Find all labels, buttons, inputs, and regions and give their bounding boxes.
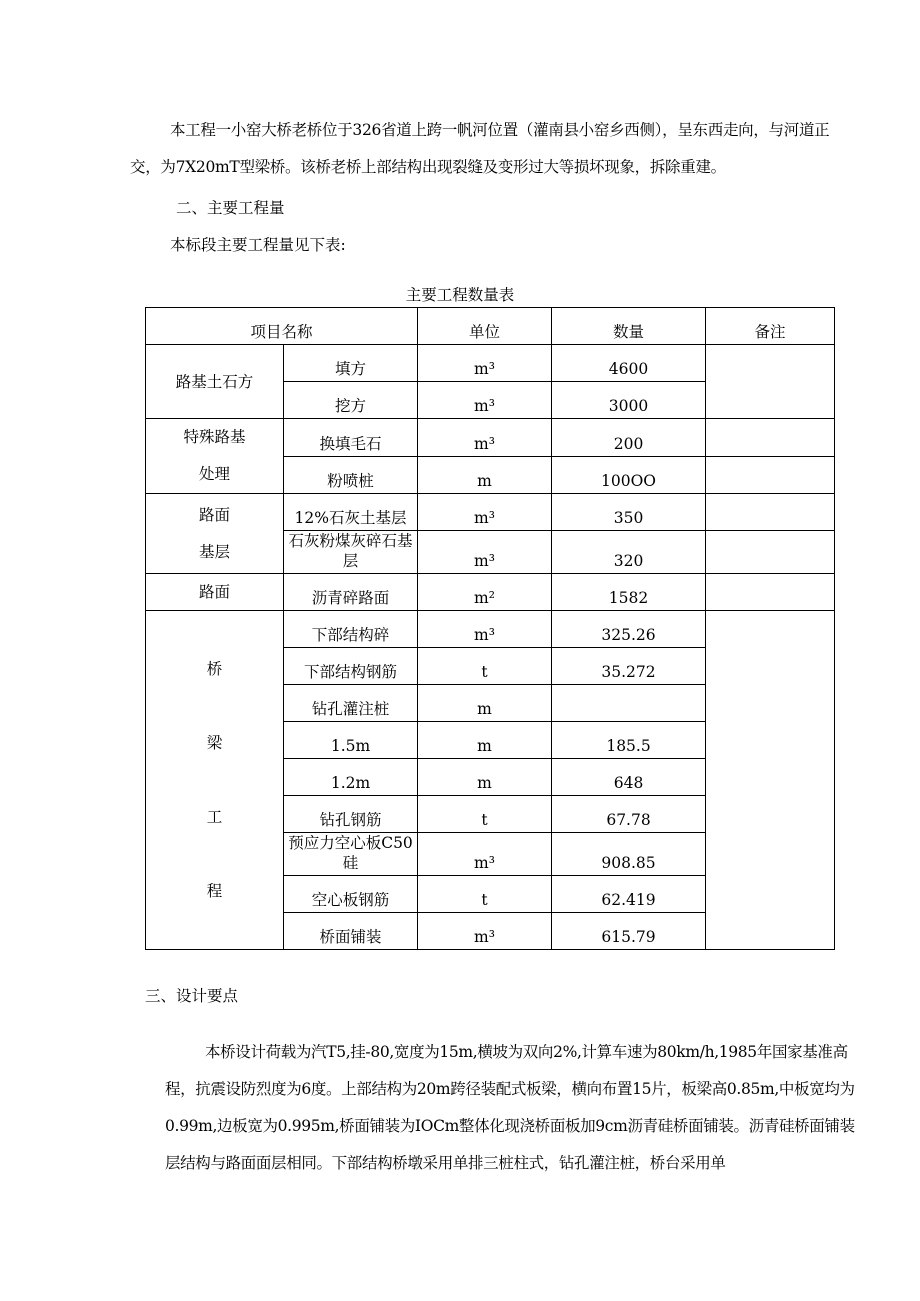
row-qty: 320 bbox=[552, 531, 706, 574]
row-item: 粉喷桩 bbox=[284, 456, 418, 494]
row-qty: 615.79 bbox=[552, 913, 706, 950]
row-unit: m³ bbox=[418, 531, 552, 574]
group-bridge-char-1: 桥 bbox=[206, 660, 223, 678]
row-qty: 100OO bbox=[552, 456, 706, 494]
group-base-line-1: 路面 bbox=[198, 505, 230, 524]
row-unit: m³ bbox=[418, 419, 552, 457]
row-qty: 4600 bbox=[552, 345, 706, 382]
row-note bbox=[706, 574, 835, 611]
row-item: 下部结构碎 bbox=[284, 611, 418, 648]
row-item: 挖方 bbox=[284, 382, 418, 419]
group-special-line-2: 处理 bbox=[198, 465, 230, 483]
row-unit: m³ bbox=[418, 913, 552, 950]
row-unit: m³ bbox=[418, 382, 552, 419]
header-qty: 数量 bbox=[552, 308, 706, 345]
table-row bbox=[146, 345, 835, 382]
header-unit: 单位 bbox=[418, 308, 552, 345]
table-header-row bbox=[146, 308, 835, 345]
row-item: 换填毛石 bbox=[284, 419, 418, 457]
row-item: 1.2m bbox=[284, 759, 418, 796]
row-item: 1.5m bbox=[284, 722, 418, 759]
row-unit: m bbox=[418, 685, 552, 722]
row-unit: m bbox=[418, 456, 552, 494]
group-pavement-surface: 路面 bbox=[146, 574, 284, 611]
section2-heading: 二、主要工程量 bbox=[176, 199, 285, 217]
header-item: 项目名称 bbox=[146, 308, 418, 345]
row-note bbox=[706, 345, 835, 419]
row-item: 钻孔灌注桩 bbox=[284, 685, 418, 722]
row-item: 桥面铺装 bbox=[284, 913, 418, 950]
row-unit: m bbox=[418, 759, 552, 796]
row-qty: 1582 bbox=[552, 574, 706, 611]
table-caption: 主要工程数量表 bbox=[405, 286, 515, 304]
table-row bbox=[146, 494, 835, 531]
row-unit: m² bbox=[418, 574, 552, 611]
row-unit: m³ bbox=[418, 833, 552, 876]
row-qty: 908.85 bbox=[552, 833, 706, 876]
group-bridge-works bbox=[146, 611, 284, 950]
row-unit: m³ bbox=[418, 494, 552, 531]
row-item: 钻孔钢筋 bbox=[284, 796, 418, 833]
row-item: 空心板钢筋 bbox=[284, 876, 418, 913]
table-row bbox=[146, 574, 835, 611]
row-qty: 35.272 bbox=[552, 648, 706, 685]
design-paragraph: 本桥设计荷载为汽T5,挂-80,宽度为15m,横坡为双向2%,计算车速为80km/h,1985年国家基准高程，抗震设防烈度为6度。上部结构为20m跨径装配式板梁，横向布置15片，板梁高0.85m,中板宽均为0.99m,边板宽为0.995m,桥面铺装为IOCm整体化现浇桥面板加9cm沥青硅桥面铺装。沥青硅桥面铺装层结构与路面面层相同。下部结构桥墩采用单排三桩柱式，钻孔灌注桩，桥台采用单 bbox=[165, 1043, 855, 1172]
group-bridge-char-2: 梁 bbox=[206, 734, 223, 752]
row-item: 预应力空心板C50硅 bbox=[284, 833, 418, 876]
group-base-line-2: 基层 bbox=[198, 542, 230, 561]
row-unit: m³ bbox=[418, 611, 552, 648]
group-special-line-1: 特殊路基 bbox=[183, 428, 246, 446]
row-note bbox=[706, 494, 835, 531]
group-earthwork: 路基土石方 bbox=[146, 345, 284, 419]
section2-text: 本标段主要工程量见下表: bbox=[170, 236, 346, 254]
row-qty: 3000 bbox=[552, 382, 706, 419]
row-qty: 648 bbox=[552, 759, 706, 796]
row-unit: m³ bbox=[418, 345, 552, 382]
group-bridge-char-4: 程 bbox=[206, 882, 223, 900]
row-item: 石灰粉煤灰碎石基层 bbox=[284, 531, 418, 574]
row-qty: 350 bbox=[552, 494, 706, 531]
row-unit: t bbox=[418, 648, 552, 685]
row-note bbox=[706, 531, 835, 574]
row-item: 沥青碎路面 bbox=[284, 574, 418, 611]
row-unit: t bbox=[418, 876, 552, 913]
row-qty: 67.78 bbox=[552, 796, 706, 833]
group-special-subgrade bbox=[146, 419, 284, 494]
table-row bbox=[146, 419, 835, 457]
section3-heading: 三、设计要点 bbox=[145, 987, 239, 1005]
row-unit: t bbox=[418, 796, 552, 833]
intro-paragraph: 本工程一小窑大桥老桥位于326省道上跨一帆河位置（灌南县小窑乡西侧），呈东西走向，与河道正交，为7X20mT型梁桥。该桥老桥上部结构出现裂缝及变形过大等损坏现象，拆除重建。 bbox=[130, 121, 830, 176]
row-item: 下部结构钢筋 bbox=[284, 648, 418, 685]
row-item: 12%石灰土基层 bbox=[284, 494, 418, 531]
row-qty: 62.419 bbox=[552, 876, 706, 913]
row-qty: 200 bbox=[552, 419, 706, 457]
group-pavement-base bbox=[146, 494, 284, 574]
row-unit: m bbox=[418, 722, 552, 759]
row-note bbox=[706, 611, 835, 950]
row-qty bbox=[552, 685, 706, 722]
quantity-table bbox=[145, 307, 835, 950]
group-bridge-char-3: 工 bbox=[206, 808, 223, 826]
row-qty: 185.5 bbox=[552, 722, 706, 759]
header-note: 备注 bbox=[706, 308, 835, 345]
row-note bbox=[706, 456, 835, 494]
row-note bbox=[706, 419, 835, 457]
row-item: 填方 bbox=[284, 345, 418, 382]
row-qty: 325.26 bbox=[552, 611, 706, 648]
table-row bbox=[146, 611, 835, 648]
